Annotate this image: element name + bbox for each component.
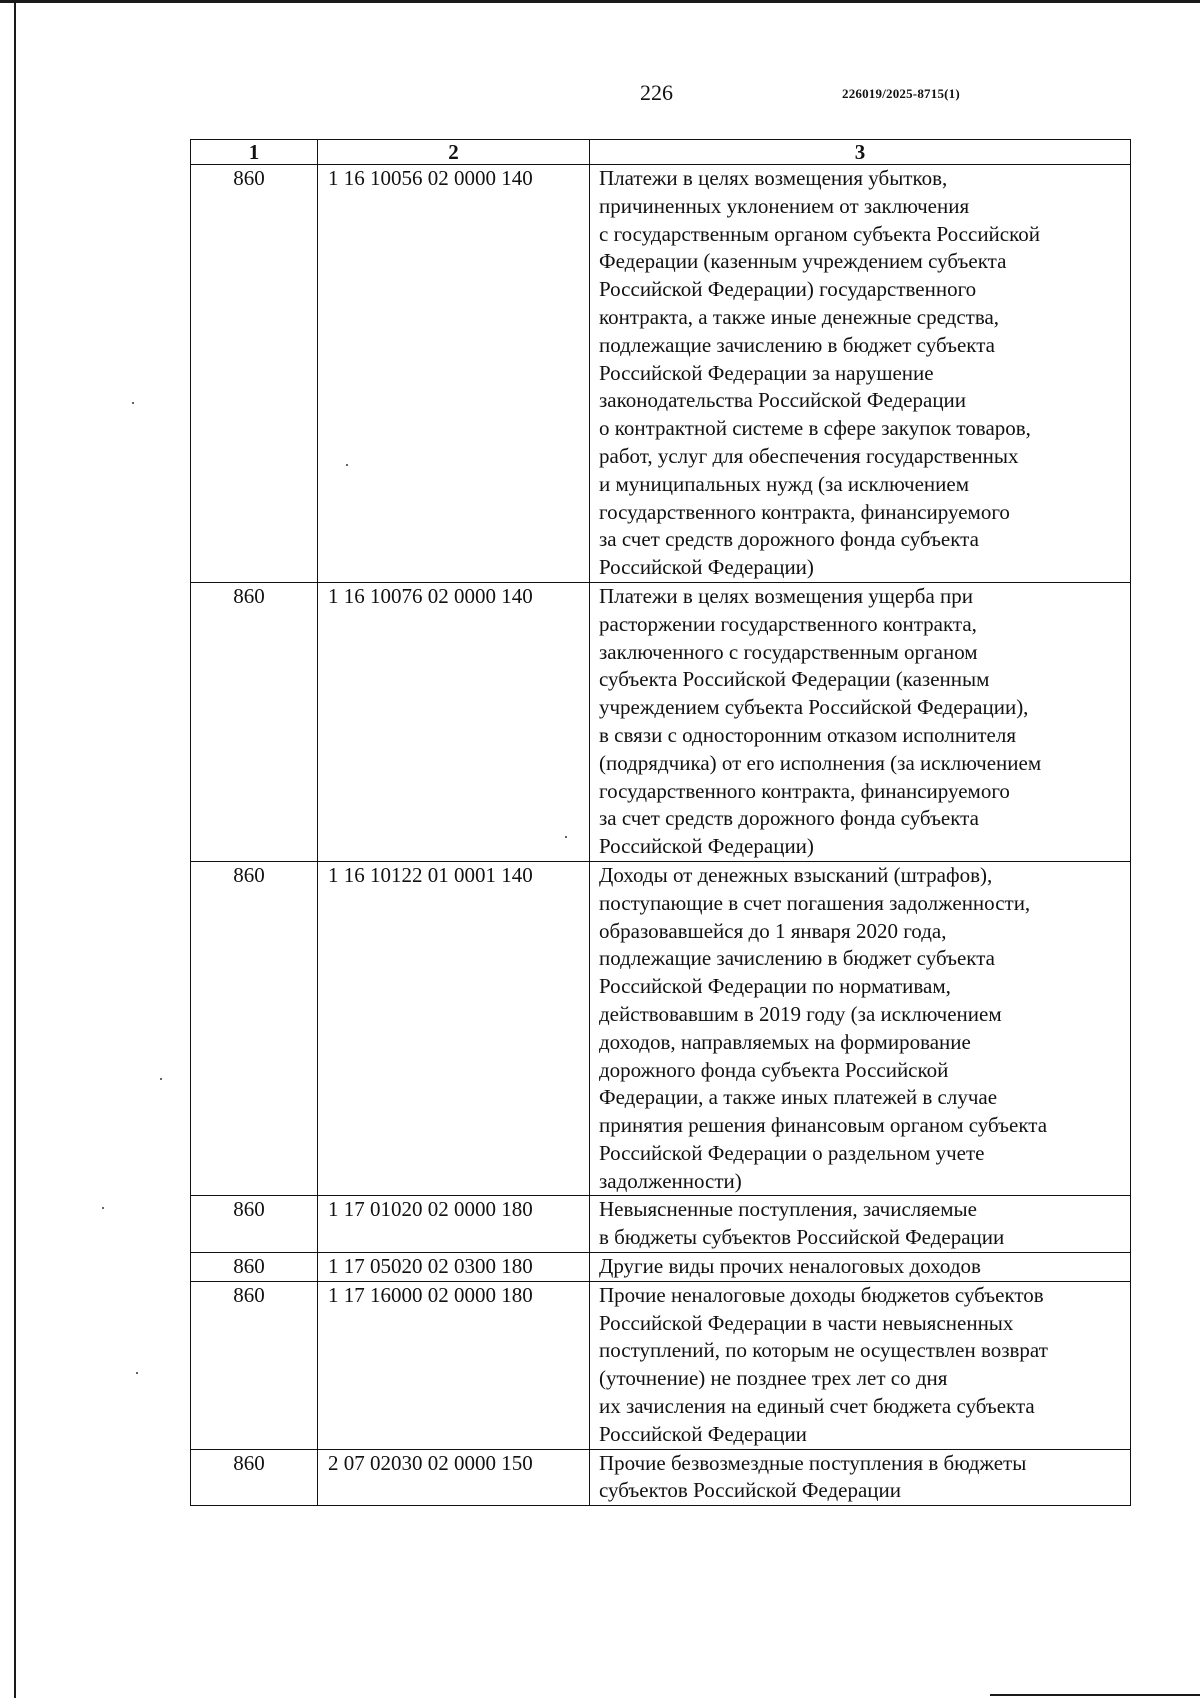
kbk-code-cell: 1 17 16000 02 0000 180: [318, 1281, 590, 1449]
admin-code-cell: 860: [191, 1253, 318, 1282]
scan-edge-left: [14, 0, 16, 1698]
description-line: Российской Федерации в части невыясненных: [599, 1310, 1014, 1335]
description-line: заключенного с государственным органом: [599, 639, 978, 664]
table-row: [191, 1253, 1131, 1282]
description-cell: [590, 582, 1131, 861]
description-line: задолженности): [599, 1168, 742, 1193]
description-line: Российской Федерации): [599, 834, 814, 859]
table-row: [191, 165, 1131, 583]
column-header: 2: [318, 140, 590, 165]
scan-edge-bottom: [990, 1694, 1200, 1696]
description-line: Прочие безвозмездные поступления в бюджеты: [599, 1450, 1027, 1475]
kbk-code-cell: 2 07 02030 02 0000 150: [318, 1449, 590, 1506]
description-line: подлежащие зачислению в бюджет субъекта: [599, 332, 995, 357]
description-line: и муниципальных нужд (за исключением: [599, 471, 969, 496]
description-line: поступающие в счет погашения задолженности,: [599, 890, 1031, 915]
description-cell: [590, 1449, 1131, 1506]
table-row: [191, 1281, 1131, 1449]
admin-code-cell: 860: [191, 1449, 318, 1506]
description-cell: [590, 1253, 1131, 1282]
description-line: с государственным органом субъекта Российской: [599, 221, 1040, 246]
table-body: [191, 165, 1131, 1506]
description-line: поступлений, по которым не осуществлен возврат: [599, 1338, 1048, 1363]
description-line: Доходы от денежных взысканий (штрафов),: [599, 862, 993, 887]
description-line: действовавшим в 2019 году (за исключением: [599, 1001, 1002, 1026]
budget-codes-table: [190, 139, 1131, 1506]
admin-code-cell: 860: [191, 861, 318, 1196]
description-line: Российской Федерации по нормативам,: [599, 974, 951, 999]
description-line: в связи с односторонним отказом исполнителя: [599, 722, 1016, 747]
description-line: Российской Федерации за нарушение: [599, 360, 934, 385]
description-line: Невыясненные поступления, зачисляемые: [599, 1197, 977, 1222]
kbk-code-cell: 1 16 10076 02 0000 140: [318, 582, 590, 861]
page-number: 226: [640, 80, 673, 105]
description-line: субъекта Российской Федерации (казенным: [599, 667, 990, 692]
description-line: образовавшейся до 1 января 2020 года,: [599, 918, 947, 943]
description-line: Федерации, а также иных платежей в случае: [599, 1085, 998, 1110]
description-line: работ, услуг для обеспечения государственных: [599, 443, 1019, 468]
table-header-row: [191, 140, 1131, 165]
description-line: за счет средств дорожного фонда субъекта: [599, 806, 979, 831]
column-header: 1: [191, 140, 318, 165]
description-line: подлежащие зачислению в бюджет субъекта: [599, 946, 995, 971]
description-cell: [590, 1196, 1131, 1253]
admin-code-cell: 860: [191, 1196, 318, 1253]
description-cell: [590, 1281, 1131, 1449]
description-line: государственного контракта, финансируемого: [599, 499, 1010, 524]
description-cell: [590, 165, 1131, 583]
description-line: государственного контракта, финансируемого: [599, 778, 1010, 803]
description-line: за счет средств дорожного фонда субъекта: [599, 527, 979, 552]
kbk-code-cell: 1 16 10056 02 0000 140: [318, 165, 590, 583]
description-line: Российской Федерации о раздельном учете: [599, 1140, 985, 1165]
scan-edge-top: [0, 0, 1200, 3]
description-line: их зачисления на единый счет бюджета субъекта: [599, 1394, 1035, 1419]
table-row: [191, 582, 1131, 861]
description-line: Федерации (казенным учреждением субъекта: [599, 249, 1007, 274]
kbk-code-cell: 1 16 10122 01 0001 140: [318, 861, 590, 1196]
table-row: [191, 861, 1131, 1196]
description-line: доходов, направляемых на формирование: [599, 1029, 971, 1054]
scan-speck: [160, 1078, 162, 1080]
description-line: учреждением субъекта Российской Федерации),: [599, 695, 1029, 720]
kbk-code-cell: 1 17 05020 02 0300 180: [318, 1253, 590, 1282]
kbk-code-cell: 1 17 01020 02 0000 180: [318, 1196, 590, 1253]
description-line: о контрактной системе в сфере закупок товаров,: [599, 416, 1031, 441]
table-row: [191, 1196, 1131, 1253]
table-row: [191, 1449, 1131, 1506]
description-line: контракта, а также иные денежные средства,: [599, 304, 1000, 329]
scan-speck: [132, 402, 134, 404]
description-line: Прочие неналоговые доходы бюджетов субъектов: [599, 1282, 1044, 1307]
description-line: Платежи в целях возмещения ущерба при: [599, 583, 974, 608]
description-line: (уточнение) не позднее трех лет со дня: [599, 1366, 948, 1391]
description-line: Российской Федерации): [599, 555, 814, 580]
description-cell: [590, 861, 1131, 1196]
description-line: законодательства Российской Федерации: [599, 388, 967, 413]
admin-code-cell: 860: [191, 1281, 318, 1449]
scan-speck: [136, 1372, 138, 1374]
column-header: 3: [590, 140, 1131, 165]
description-line: причиненных уклонением от заключения: [599, 193, 970, 218]
document-number: 226019/2025-8715(1): [842, 86, 960, 101]
scan-speck: [102, 1207, 104, 1209]
description-line: Российской Федерации: [599, 1421, 807, 1446]
description-line: Платежи в целях возмещения убытков,: [599, 166, 948, 190]
description-line: дорожного фонда субъекта Российской: [599, 1057, 949, 1082]
description-line: (подрядчика) от его исполнения (за исключением: [599, 750, 1042, 775]
description-line: принятия решения финансовым органом субъекта: [599, 1113, 1048, 1138]
description-line: субъектов Российской Федерации: [599, 1478, 902, 1503]
admin-code-cell: 860: [191, 165, 318, 583]
description-line: расторжении государственного контракта,: [599, 611, 977, 636]
description-line: Российской Федерации) государственного: [599, 277, 977, 302]
description-line: в бюджеты субъектов Российской Федерации: [599, 1225, 1005, 1250]
admin-code-cell: 860: [191, 582, 318, 861]
description-line: Другие виды прочих неналоговых доходов: [599, 1254, 981, 1279]
